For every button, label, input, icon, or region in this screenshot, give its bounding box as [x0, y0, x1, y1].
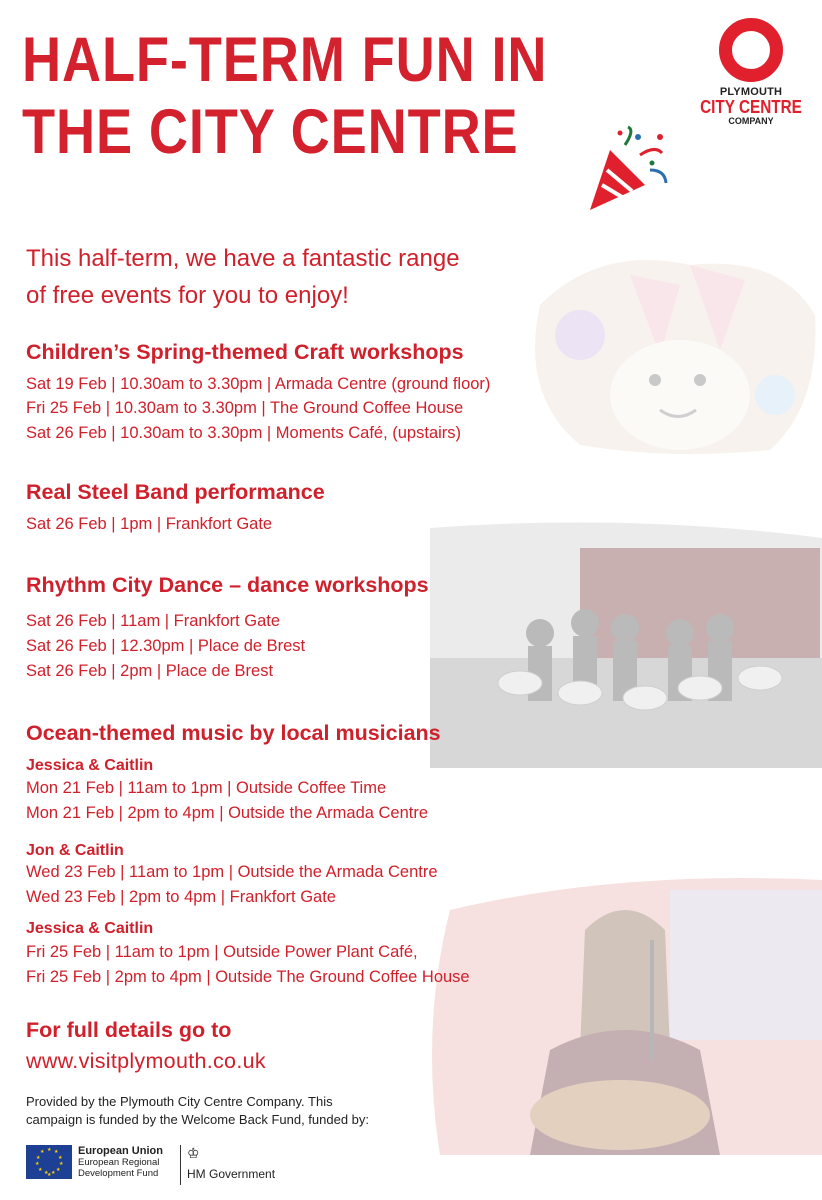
performer-name: Jon & Caitlin	[26, 842, 124, 859]
eu-title: European Union	[78, 1145, 163, 1157]
intro-line-2: of free events for you to enjoy!	[26, 282, 349, 309]
event-line: Wed 23 Feb | 11am to 1pm | Outside the Armada Centre	[26, 863, 438, 881]
section-title-dance: Rhythm City Dance – dance workshops	[26, 573, 429, 597]
eu-flag-icon: ★ ★ ★ ★ ★ ★ ★ ★ ★ ★ ★ ★	[26, 1145, 72, 1179]
section-title-music: Ocean-themed music by local musicians	[26, 721, 441, 745]
intro-line-1: This half-term, we have a fantastic range	[26, 245, 460, 272]
eu-funding-logo	[26, 1145, 163, 1179]
credit-line-2: campaign is funded by the Welcome Back Fund, funded by:	[26, 1112, 370, 1127]
logo-line-1: PLYMOUTH	[719, 86, 783, 98]
event-line: Sat 26 Feb | 2pm | Place de Brest	[26, 662, 274, 680]
event-line: Mon 21 Feb | 11am to 1pm | Outside Coffee Time	[26, 779, 387, 797]
eu-subtitle-2: Development Fund	[78, 1168, 159, 1179]
hm-government-logo	[180, 1145, 275, 1185]
details-heading: For full details go to	[26, 1018, 232, 1042]
eu-subtitle-1: European Regional	[78, 1157, 160, 1168]
website-link[interactable]: www.visitplymouth.co.uk	[26, 1049, 266, 1073]
section-title-steel-band: Real Steel Band performance	[26, 480, 325, 504]
section-title-craft: Children’s Spring-themed Craft workshops	[26, 340, 464, 364]
page-title	[22, 24, 548, 168]
party-popper-icon	[580, 125, 670, 215]
performer-name: Jessica & Caitlin	[26, 757, 154, 774]
event-line: Wed 23 Feb | 2pm to 4pm | Frankfort Gate	[26, 888, 336, 906]
funding-credit	[26, 1093, 496, 1129]
event-line: Fri 25 Feb | 2pm to 4pm | Outside The Ground Coffee House	[26, 968, 470, 986]
event-line: Fri 25 Feb | 10.30am to 3.30pm | The Ground Coffee House	[26, 399, 464, 417]
intro-text	[26, 240, 646, 314]
event-line: Sat 26 Feb | 11am | Frankfort Gate	[26, 612, 281, 630]
event-line: Fri 25 Feb | 11am to 1pm | Outside Power Plant Café,	[26, 943, 418, 961]
royal-crest-icon: ♔	[187, 1145, 200, 1161]
logo-ring-icon	[719, 18, 783, 82]
credit-line-1: Provided by the Plymouth City Centre Company. This	[26, 1094, 333, 1109]
event-line: Sat 26 Feb | 1pm | Frankfort Gate	[26, 515, 273, 533]
steel-band-photo	[430, 518, 822, 768]
hm-government-label: HM Government	[187, 1167, 276, 1181]
title-line-2: THE CITY CENTRE	[22, 97, 519, 167]
logo-line-3: COMPANY	[728, 116, 774, 126]
title-line-1: HALF-TERM FUN IN	[22, 25, 548, 95]
logo-line-2: CITY CENTRE	[700, 97, 802, 117]
event-line: Sat 26 Feb | 10.30am to 3.30pm | Moments Café, (upstairs)	[26, 424, 462, 442]
event-line: Mon 21 Feb | 2pm to 4pm | Outside the Armada Centre	[26, 804, 429, 822]
event-line: Sat 19 Feb | 10.30am to 3.30pm | Armada Centre (ground floor)	[26, 375, 491, 393]
event-line: Sat 26 Feb | 12.30pm | Place de Brest	[26, 637, 306, 655]
performer-name: Jessica & Caitlin	[26, 920, 154, 937]
plymouth-city-centre-logo	[690, 14, 812, 134]
